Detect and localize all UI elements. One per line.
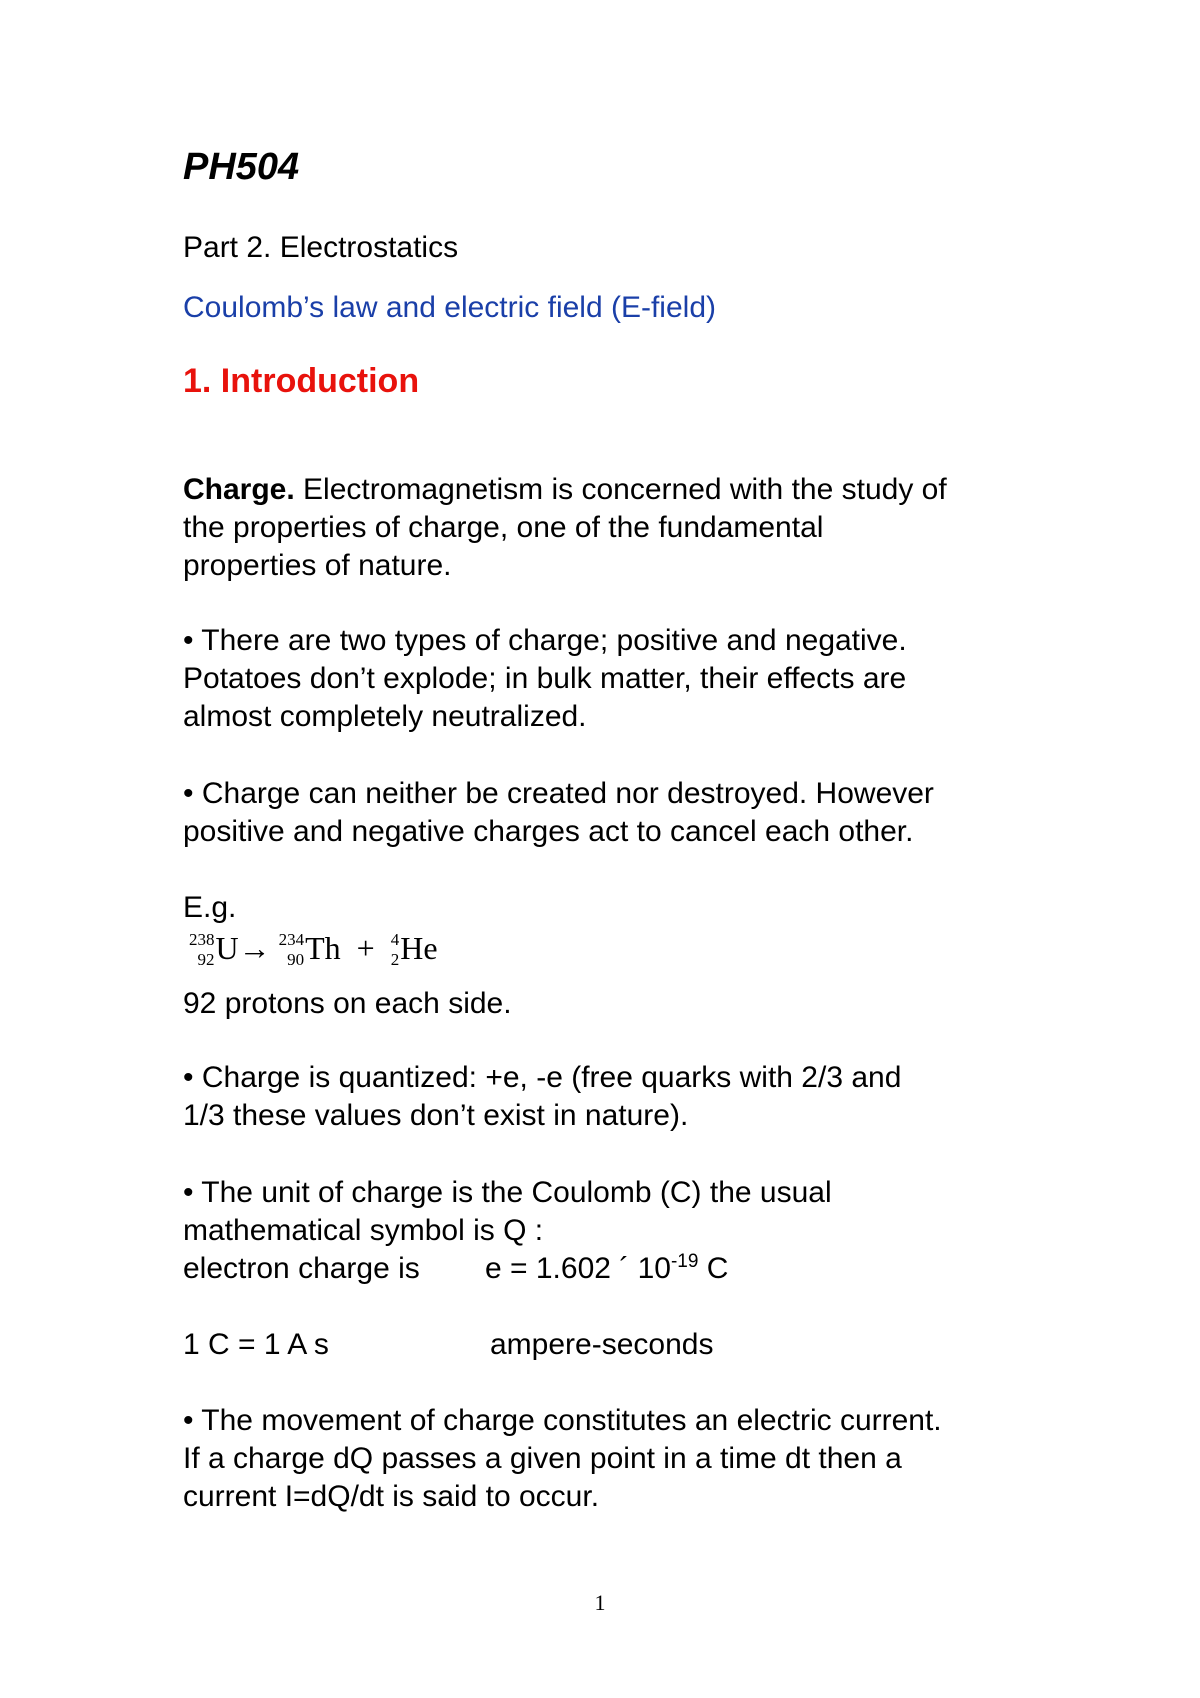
electron-charge-unit: C [698,1252,729,1285]
bullet-3-line-1: • Charge is quantized: +e, -e (free quarks with 2/3 and [183,1061,902,1094]
course-code: PH504 [183,146,300,188]
eg-label: E.g. [183,891,237,924]
bullet-4-line-2: mathematical symbol is Q : [183,1214,544,1247]
coulomb-definition [183,1326,1083,1364]
th-symbol: Th [305,930,341,966]
charge-intro-line-3: properties of nature. [183,549,452,582]
bullet-2-line-2: positive and negative charges act to cancel each other. [183,815,914,848]
electron-charge-value [485,1250,728,1288]
charge-lead: Charge. [183,473,295,506]
subtitle: Coulomb’s law and electric field (E-field) [183,291,716,324]
coulomb-unit-name: ampere-seconds [490,1328,714,1361]
charge-intro [183,471,1083,585]
bullet-1-line-2: Potatoes don’t explode; in bulk matter, their effects are [183,662,907,695]
bullet-5-line-3: current I=dQ/dt is said to occur. [183,1480,600,1513]
protons-note: 92 protons on each side. [183,987,512,1020]
electron-charge-label: electron charge is [183,1252,420,1285]
bullet-5-line-2: If a charge dQ passes a given point in a time dt then a [183,1442,902,1475]
bullet-4-line-1: • The unit of charge is the Coulomb (C) the usual [183,1176,832,1209]
u-mass-number: 238 [189,929,215,949]
charge-intro-line-2: the properties of charge, one of the fundamental [183,511,824,544]
bullet-1-line-1: • There are two types of charge; positive and negative. [183,624,907,657]
page-number: 1 [594,1590,606,1615]
bullet-3-line-2: 1/3 these values don’t exist in nature). [183,1099,689,1132]
bullet-charge-types [183,622,1083,736]
bullet-2-line-1: • Charge can neither be created nor destroyed. However [183,777,934,810]
charge-intro-text-1: Electromagnetism is concerned with the study of [294,473,947,506]
bullet-charge-conservation [183,775,1083,851]
thorium-nuclide [279,928,341,972]
plus-sign: + [356,930,375,966]
bullet-unit [183,1174,1083,1250]
he-atomic-number: 2 [390,949,400,969]
bullet-quantized [183,1059,1083,1135]
bullet-current [183,1402,1083,1516]
section-heading: 1. Introduction [183,362,420,400]
u-symbol: U [215,930,239,966]
he-mass-number: 4 [390,929,400,949]
arrow: → [238,930,271,966]
bullet-5-line-1: • The movement of charge constitutes an electric current. [183,1404,942,1437]
charge-intro-line-1 [183,471,1083,509]
th-mass-number: 234 [278,929,305,949]
u-atomic-number: 92 [197,949,215,969]
electron-charge-mantissa: e = 1.602 ´ 10 [485,1252,671,1285]
bullet-1-line-3: almost completely neutralized. [183,700,587,733]
decay-equation [189,928,438,972]
electron-charge-line [183,1250,1083,1288]
electron-charge-exponent: -19 [670,1251,699,1272]
uranium-nuclide [189,928,239,972]
th-atomic-number: 90 [287,949,305,969]
part-title: Part 2. Electrostatics [183,231,459,264]
he-symbol: He [400,930,438,966]
coulomb-equation: 1 C = 1 A s [183,1328,329,1361]
helium-nuclide [391,928,438,972]
